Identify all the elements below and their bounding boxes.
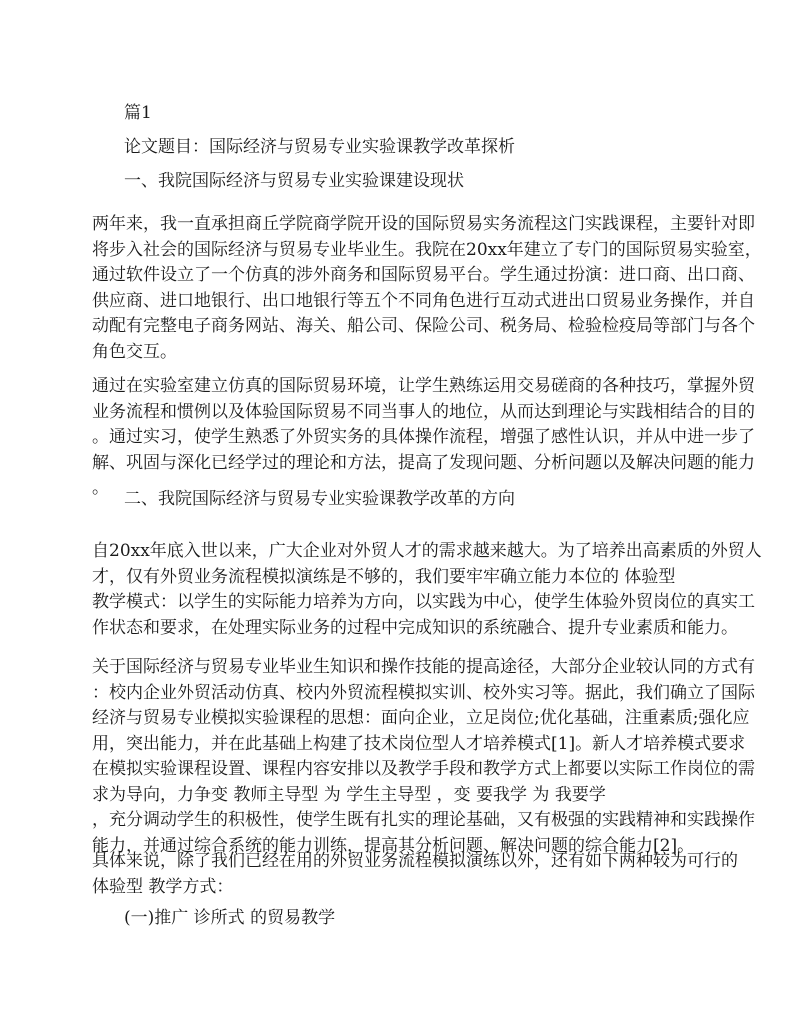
text-line: 。 [92,478,109,498]
text-line: 求为导向，力争变 教师主导型 为 学生主导型 ，变 要我学 为 我要学 [92,784,606,805]
text-line: 才，仅有外贸业务流程模拟演练是不够的，我们要牢牢确立能力本位的 体验型 [92,566,676,587]
text-line: 两年来，我一直承担商丘学院商学院开设的国际贸易实务流程这门实践课程，主要针对即 [92,214,755,234]
text-line: 将步入社会的国际经济与贸易专业毕业生。我院在20xx年建立了专门的国际贸易实验室， [92,239,762,260]
text-line: 作状态和要求，在处理实际业务的过程中完成知识的系统融合、提升专业素质和能力。 [92,617,738,638]
subsection1-title: (一)推广 诊所式 的贸易教学 [124,908,336,928]
text-line: 能力，并通过综合系统的能力训练，提高其分析问题、解决问题的综合能力[2]。 [92,835,695,856]
text-line: 解、巩固与深化已经学过的理论和方法，提高了发现问题、分析问题以及解决问题的能力 [92,452,755,473]
paragraph-1 [92,212,762,365]
text-line: 关于国际经济与贸易专业毕业生知识和操作技能的提高途径，大部分企业较认同的方式有 [92,657,755,677]
paragraph-2 [92,374,755,502]
text-line: 在模拟实验课程设置、课程内容安排以及教学手段和教学方式上都要以实际工作岗位的需 [92,759,755,779]
text-line: 业务流程和惯例以及体验国际贸易不同当事人的地位，从而达到理论与实践相结合的目的 [92,401,755,422]
text-line: 角色交互。 [92,341,177,362]
paragraph-4 [92,655,755,859]
text-line: 教学模式：以学生的实际能力培养为方向，以实践为中心，使学生体验外贸岗位的真实工 [92,592,755,612]
text-line: 通过在实验室建立仿真的国际贸易环境，让学生熟练运用交易磋商的各种技巧，掌握外贸 [92,376,755,396]
text-line: 经济与贸易专业模拟实验课程的思想：面向企业，立足岗位;优化基础，注重素质;强化应 [92,708,750,728]
text-line: 。通过实习，使学生熟悉了外贸实务的具体操作流程，增强了感性认识，并从中进一步了 [92,427,755,447]
text-line: ，充分调动学生的积极性，使学生既有扎实的理论基础，又有极强的实践精神和实践操作 [92,810,755,830]
text-line: 供应商、进口地银行、出口地银行等五个不同角色进行互动式进出口贸易业务操作，并自 [92,290,755,311]
text-line: 动配有完整电子商务网站、海关、船公司、保险公司、税务局、检验检疫局等部门与各个 [92,316,755,336]
text-line: 体验型 教学方式： [92,876,234,897]
text-line: 自20xx年底入世以来，广大企业对外贸人才的需求越来越大。为了培养出高素质的外贸人 [92,541,762,561]
text-line: ：校内企业外贸活动仿真、校内外贸流程模拟实训、校外实习等。据此，我们确立了国际 [92,682,755,703]
section1-title: 一、我院国际经济与贸易专业实验课建设现状 [124,171,464,191]
text-line: 具体来说，除了我们已经在用的外贸业务流程模拟演练以外，还有如下两种较为可行的 [92,851,738,871]
heading-label: 篇1 [124,103,152,123]
section2-title: 二、我院国际经济与贸易专业实验课教学改革的方向 [124,489,515,509]
paper-title: 论文题目：国际经济与贸易专业实验课教学改革探析 [124,137,515,157]
text-line: 通过软件设立了一个仿真的涉外商务和国际贸易平台。学生通过扮演：进口商、出口商、 [92,265,755,285]
text-line: 用，突出能力，并在此基础上构建了技术岗位型人才培养模式[1]。新人才培养模式要求 [92,733,746,754]
paragraph-5 [92,849,738,900]
paragraph-3 [92,539,762,641]
